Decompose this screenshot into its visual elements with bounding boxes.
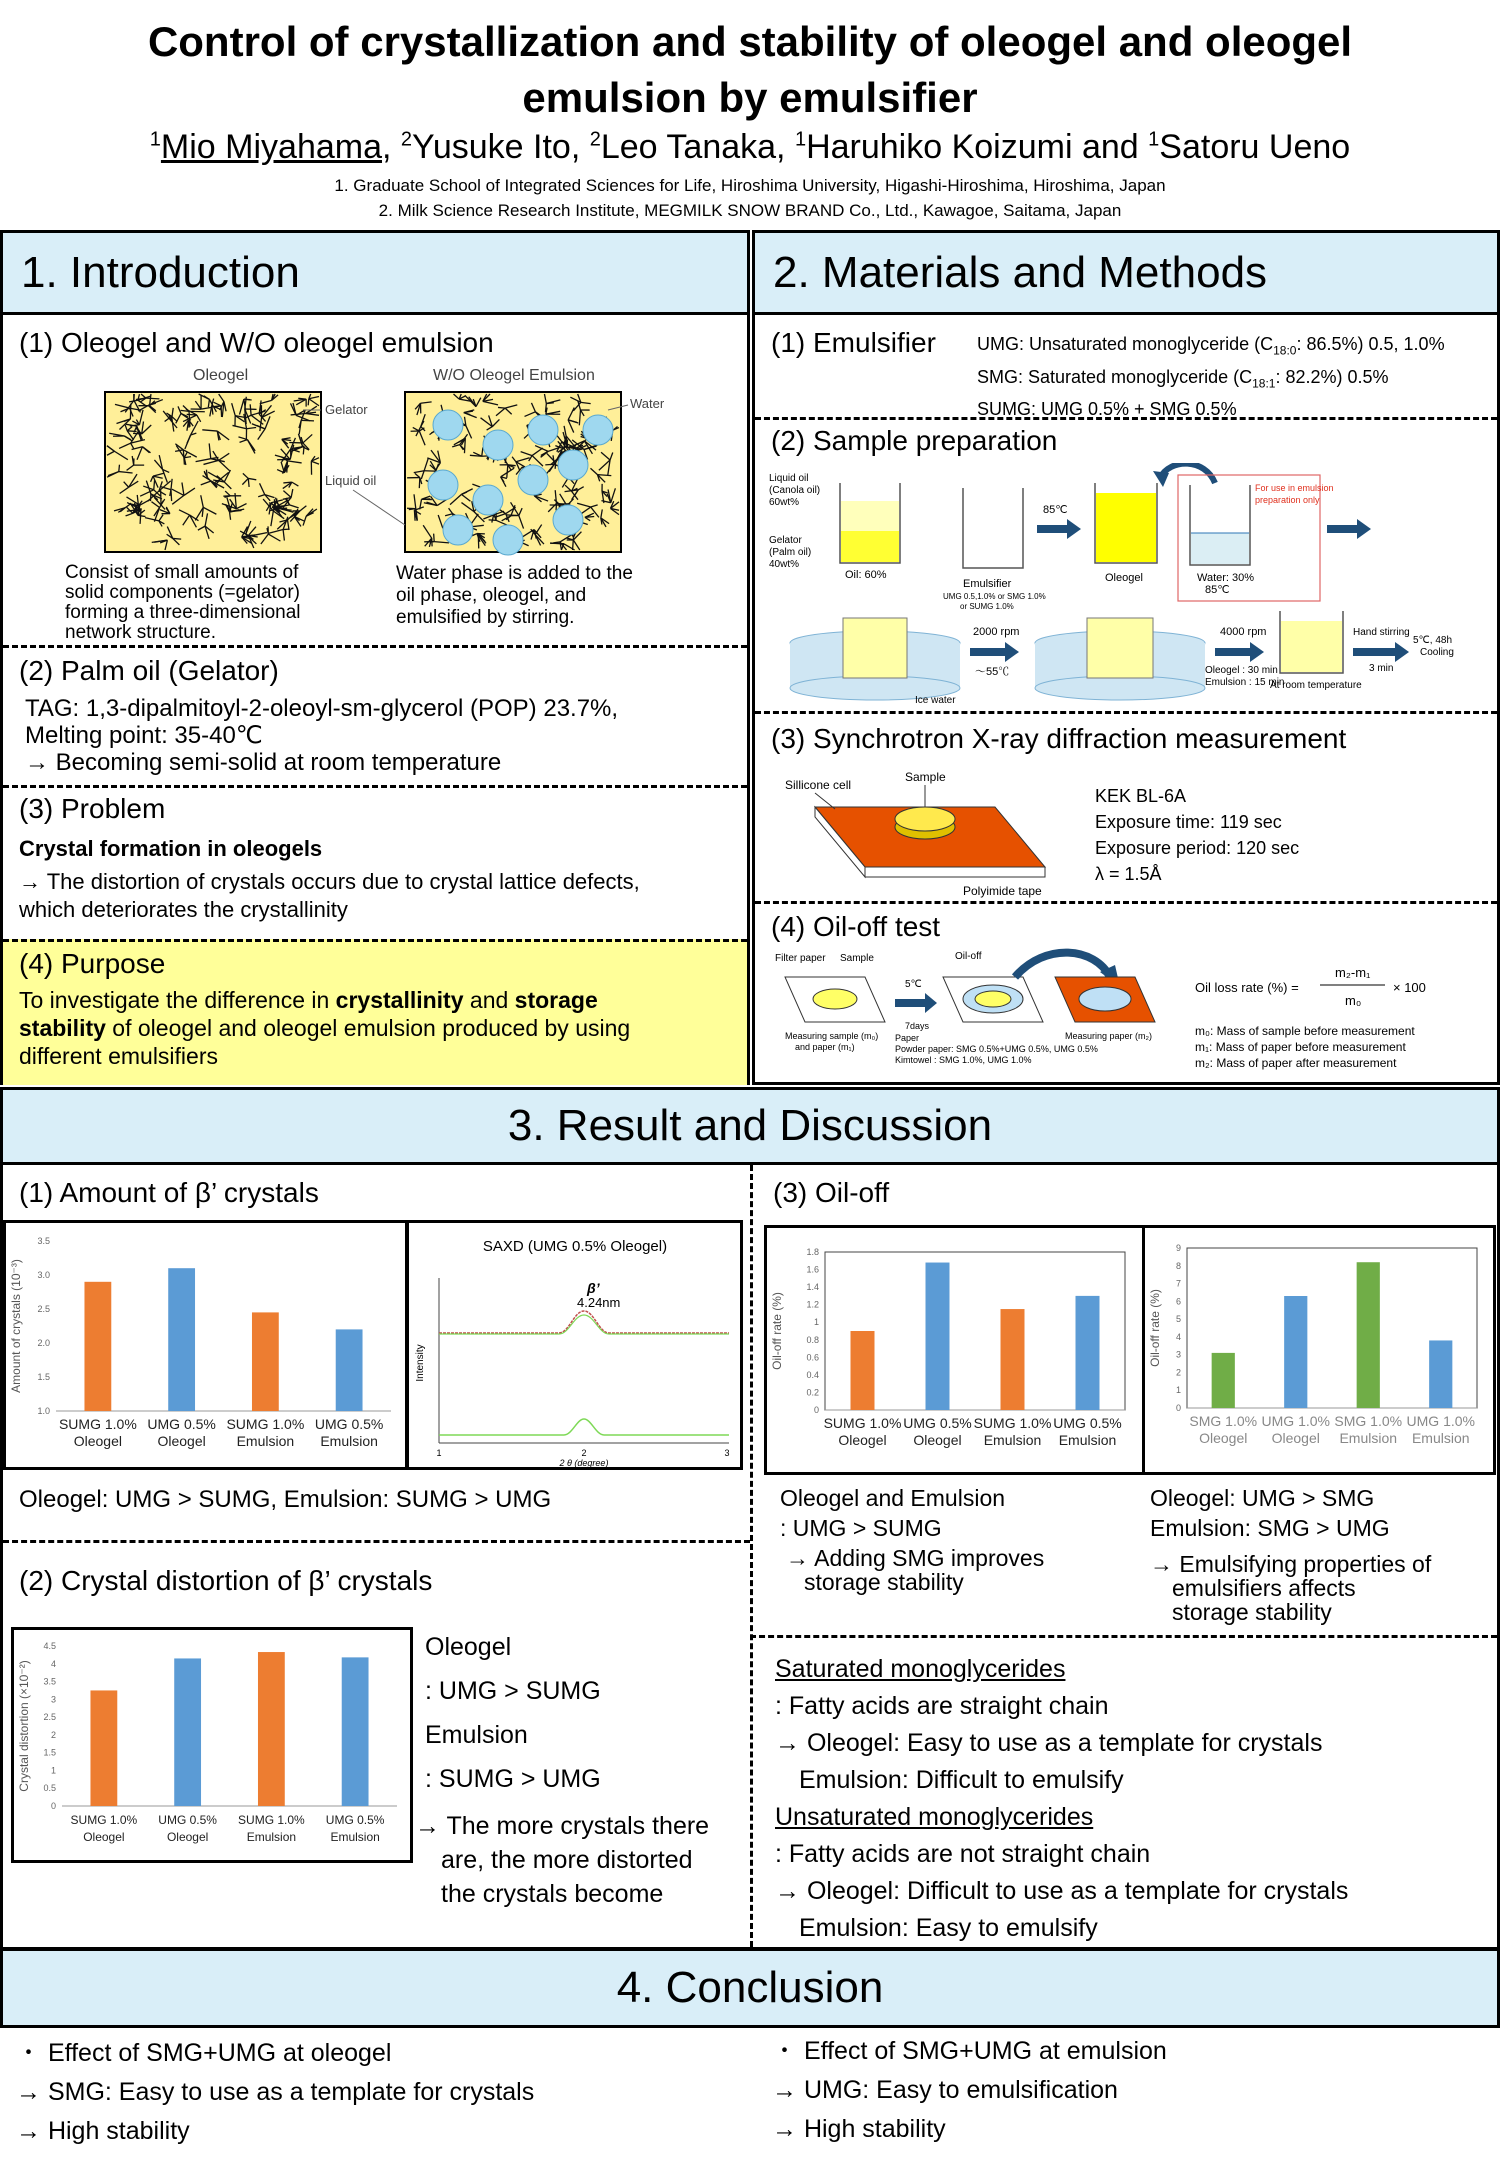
svg-text:5℃, 48h: 5℃, 48h [1413,635,1453,646]
water-droplet [483,430,513,460]
svg-text:Sample: Sample [905,770,946,784]
y-tick-label: 1.8 [806,1247,819,1257]
conclusion-left: ・ Effect of SMG+UMG at oleogel → SMG: Easy to use as a template for crystals → High stability [16,2039,535,2145]
y-tick-label: 9 [1175,1243,1181,1253]
svg-text:3: 3 [724,1448,730,1458]
intro-s4-title: (4) Purpose [19,948,166,979]
results-s3-title: (3) Oil-off [773,1177,890,1208]
svg-text:Intensity: Intensity [415,1344,426,1382]
category-label: UMG 0.5% [147,1416,216,1432]
y-tick-label: 4 [1175,1331,1181,1342]
svg-text:Emulsion : 15 min: Emulsion : 15 min [1205,677,1285,688]
category-label: Emulsion [320,1433,378,1449]
y-tick-label: 1.5 [37,1372,50,1382]
y-tick-label: 1.4 [806,1282,819,1293]
methods-s4-title: (4) Oil-off test [771,911,941,942]
y-tick-label: 0 [813,1405,819,1415]
xrd-cell-diagram [775,767,1095,907]
y-tick-label: 8 [1175,1260,1181,1271]
category-label: Emulsion [236,1433,295,1449]
oleogel-label: Oleogel [193,367,249,384]
bar [851,1331,875,1410]
svg-text:Water: Water [630,396,665,411]
y-tick-label: 4.5 [43,1641,56,1651]
svg-text:(Canola oil): (Canola oil) [769,485,821,496]
results-s1-title: (1) Amount of β’ crystals [19,1177,319,1208]
svg-text:UMG 0.5,1.0% or SMG 1.0%: UMG 0.5,1.0% or SMG 1.0% [943,592,1046,601]
water-droplet [558,450,588,480]
category-label: SUMG 1.0% [58,1416,137,1432]
saxd-chart-box [406,1220,743,1470]
svg-text:5℃: 5℃ [905,979,922,990]
author-list: $^1$Mio Miyahama, $^2$Yusuke Ito, $^2$Leo Tanaka, $^1$Haruhiko Koizumi and $^1$Satoru Ueno [149,128,1351,166]
water-droplet [433,410,463,440]
svg-text:m₁: Mass of paper before measu: m₁: Mass of paper before measurement [1195,1040,1406,1054]
bar [1357,1262,1380,1408]
category-label: UMG 0.5% [325,1813,385,1827]
intro-heading: 1. Introduction [0,230,750,315]
category-label: UMG 0.5% [314,1416,384,1432]
bar [1076,1296,1100,1410]
water-droplet [493,525,523,555]
svg-text:m₀: m₀ [1345,993,1362,1008]
oleogel-desc: Consist of small amounts of solid components (=gelator) forming a three-dimensional network structure. [65,562,301,643]
results-panel [0,1162,1500,1950]
svg-text:and paper (m₁): and paper (m₁) [795,1042,855,1052]
svg-text:Oleogel : 30 min: Oleogel : 30 min [1205,665,1278,676]
svg-text:SAXD (UMG 0.5% Oleogel): SAXD (UMG 0.5% Oleogel) [482,1238,668,1255]
svg-text:m₂: Mass of paper after measur: m₂: Mass of paper after measurement [1195,1056,1397,1070]
y-tick-label: 6 [1175,1296,1181,1307]
y-tick-label: 2.5 [43,1712,56,1723]
svg-text:× 100: × 100 [1393,980,1426,995]
author-name: Satoru Ueno [1159,128,1351,166]
y-axis-label: Oil-off rate (%) [1148,1289,1162,1367]
xrd-params: KEK BL-6A Exposure time: 119 sec Exposure period: 120 sec λ = 1.5Å [1095,786,1300,884]
svg-text:Gelator: Gelator [769,535,802,546]
category-label: Emulsion [246,1830,297,1844]
category-label: SMG 1.0% [1334,1413,1403,1429]
svg-text:For use in emulsion: For use in emulsion [1255,483,1334,493]
monoglyceride-discussion: Saturated monoglycerides : Fatty acids are straight chain → Oleogel: Easy to use as a template for crystals Emulsion: Difficult to emulsify Unsaturated monoglycerides : Fatty acids are not straight chain → Oleogel: Difficult to use as a template for crystals Emulsion: Easy to emulsify [775,1655,1349,1942]
svg-text:1: 1 [436,1448,442,1458]
oil-off-chart-smg [1145,1228,1493,1473]
emulsifier-list: UMG: Unsaturated monoglyceride ($C_{18:0}$: 86.5%) 0.5, 1.0% SMG: Saturated monoglyceride ($C_{18:1}$: 82.2%) 0.5% SUMG: UMG 0.5% + SMG 0.5% [977,334,1445,420]
distortion-text: Oleogel : UMG > SUMG Emulsion : SUMG > UMG [425,1633,601,1793]
emulsion-label: W/O Oleogel Emulsion [433,367,595,384]
results-heading: 3. Result and Discussion [0,1087,1500,1165]
svg-text:Gelator: Gelator [325,402,368,417]
affiliation-2: 2. Milk Science Research Institute, MEGMILK SNOW BRAND Co., Ltd., Kawagoe, Saitama, Japan [378,201,1122,220]
svg-text:Water: 30%: Water: 30% [1197,572,1255,584]
crystal-amount-conclusion: Oleogel: UMG > SUMG, Emulsion: SUMG > UMG [19,1486,552,1513]
sample-prep-diagram [765,463,1495,703]
svg-text:Paper: Paper [895,1033,920,1043]
svg-text:Oleogel: Oleogel [1105,572,1143,584]
category-label: UMG 0.5% [1053,1415,1122,1431]
svg-text:Polyimide tape: Polyimide tape [963,884,1042,898]
svg-text:Oil: 60%: Oil: 60% [845,569,887,581]
y-tick-label: 2 [1175,1367,1181,1378]
y-tick-label: 1 [813,1317,819,1328]
category-label: UMG 0.5% [158,1813,217,1827]
oiloff-chart-1-box [764,1225,1145,1475]
y-tick-label: 3.5 [37,1236,50,1246]
water-droplet [583,415,613,445]
svg-text:40wt%: 40wt% [769,559,800,570]
oil-off-diagram [765,947,1495,1087]
category-label: SUMG 1.0% [238,1813,305,1827]
svg-text:Measuring paper (m₂): Measuring paper (m₂) [1065,1031,1153,1041]
y-tick-label: 1 [1175,1385,1181,1396]
y-tick-label: 2.0 [37,1338,50,1348]
bar [252,1312,279,1411]
y-tick-label: 2.5 [37,1304,50,1314]
svg-text:3 min: 3 min [1369,663,1394,674]
svg-text:Oil-off: Oil-off [955,951,982,962]
bar [168,1268,195,1411]
intro-s2-title: (2) Palm oil (Gelator) [19,655,279,686]
svg-text:β’: β’ [587,1280,600,1296]
intro-s3-title: (3) Problem [19,793,166,824]
methods-s2-title: (2) Sample preparation [771,425,1058,456]
category-label: Emulsion [983,1432,1042,1448]
svg-text:Oil loss rate (%) =: Oil loss rate (%) = [1195,980,1299,995]
water-droplet [518,465,548,495]
svg-text:Measuring sample (m₀): Measuring sample (m₀) [785,1031,879,1041]
category-label: Oleogel [157,1433,206,1449]
y-tick-label: 0.5 [43,1783,56,1794]
svg-text:60wt%: 60wt% [769,497,800,508]
water-droplet [553,505,583,535]
bar [1001,1309,1025,1410]
bar [1212,1353,1235,1408]
y-tick-label: 3 [50,1694,56,1705]
y-tick-label: 3.0 [37,1270,50,1280]
svg-text:m₀: Mass of sample before meas: m₀: Mass of sample before measurement [1195,1024,1415,1038]
problem-text: → The distortion of crystals occurs due to crystal lattice defects, which deteriorates the crystallinity [19,869,640,922]
y-tick-label: 0.2 [806,1387,819,1398]
svg-text:Hand stirring: Hand stirring [1353,627,1410,638]
oleogel-diagram [103,390,743,560]
purpose-box [3,939,747,1085]
author-name: Leo Tanaka [600,128,777,166]
category-label: SUMG 1.0% [823,1415,902,1431]
y-tick-label: 1.2 [806,1299,819,1310]
saxd-chart [409,1223,741,1468]
y-axis-label: Amount of crystals (10⁻³) [9,1259,23,1393]
y-tick-label: 3 [1175,1349,1181,1360]
crystal-amount-chart-box [3,1220,408,1470]
distortion-chart-box [11,1627,413,1863]
author-name: Haruhiko Koizumi [806,128,1073,166]
affiliation-1: 1. Graduate School of Integrated Sciences for Life, Hiroshima University, Higashi-Hiroshima, Hiroshima, Japan [334,176,1166,195]
bar [1429,1340,1452,1408]
purpose-text: To investigate the difference in crystallinity and storage stability of oleogel and oleogel emulsion produced by using different emulsifiers [19,987,631,1069]
bar [342,1657,369,1806]
svg-text:85℃: 85℃ [1205,584,1230,596]
oil-off-chart-sumg [767,1228,1143,1473]
category-label: Emulsion [1339,1430,1398,1446]
bar [336,1329,363,1411]
oiloff-right-text: Oleogel: UMG > SMG Emulsion: SMG > UMG → Emulsifying properties of emulsifiers affects storage stability [1150,1485,1432,1625]
bar [90,1690,117,1806]
bar [258,1652,285,1806]
intro-panel [0,312,750,1085]
y-tick-label: 0.6 [806,1352,819,1363]
svg-text:or SUMG 1.0%: or SUMG 1.0% [960,602,1014,611]
category-label: Oleogel [73,1433,123,1449]
svg-text:At room temperature: At room temperature [1270,680,1362,691]
oiloff-left-text: Oleogel and Emulsion : UMG > SUMG → Adding SMG improves storage stability [780,1485,1045,1595]
svg-text:Cooling: Cooling [1420,647,1454,658]
svg-text:85℃: 85℃ [1043,504,1068,516]
svg-text:4000 rpm: 4000 rpm [1220,626,1267,638]
y-tick-label: 0.8 [806,1334,819,1345]
crystal-amount-chart [6,1223,406,1468]
y-axis-label: Crystal distortion (×10⁻²) [17,1660,31,1792]
crystal-distortion-chart [14,1630,410,1860]
y-tick-label: 1.6 [806,1264,819,1275]
svg-text:preparation only: preparation only [1255,495,1320,505]
svg-text:Filter paper: Filter paper [775,953,826,964]
y-tick-label: 3.5 [43,1676,56,1687]
bar [1284,1296,1307,1408]
category-label: Oleogel [838,1432,887,1448]
svg-text:Powder paper: SMG 0.5%+UMG 0.5: Powder paper: SMG 0.5%+UMG 0.5%, UMG 0.5% [895,1044,1098,1054]
problem-bold: Crystal formation in oleogels [19,836,323,861]
category-label: Oleogel [83,1830,125,1844]
category-label: SUMG 1.0% [973,1415,1052,1431]
svg-text:7days: 7days [905,1021,930,1031]
svg-text:4.24nm: 4.24nm [577,1295,621,1310]
y-tick-label: 0 [50,1801,56,1811]
methods-panel [752,312,1500,1085]
svg-text:2000 rpm: 2000 rpm [973,626,1020,638]
y-tick-label: 1.0 [37,1406,50,1416]
y-tick-label: 7 [1175,1278,1181,1289]
methods-s3-title: (3) Synchrotron X-ray diffraction measurement [771,723,1347,754]
intro-s1-title: (1) Oleogel and W/O oleogel emulsion [19,327,494,358]
y-tick-label: 1.5 [43,1747,56,1758]
emulsion-desc: Water phase is added to the oil phase, oleogel, and emulsified by stirring. [396,563,633,628]
y-tick-label: 5 [1175,1314,1181,1325]
svg-text:Sample: Sample [840,953,874,964]
y-tick-label: 0.4 [806,1369,819,1380]
bar [926,1263,950,1410]
category-label: Emulsion [330,1830,380,1844]
y-tick-label: 4 [50,1658,56,1669]
water-droplet [428,470,458,500]
distortion-arrow-text: → The more crystals there are, the more distorted the crystals become [415,1812,710,1908]
category-label: Oleogel [913,1432,962,1448]
svg-text:2 θ (degree): 2 θ (degree) [559,1458,609,1468]
svg-text:m₂-m₁: m₂-m₁ [1335,965,1371,980]
category-label: Oleogel [1271,1430,1320,1446]
svg-text:Emulsifier: Emulsifier [963,578,1012,590]
methods-s1-title: (1) Emulsifier [771,327,936,358]
category-label: Emulsion [1411,1430,1470,1446]
category-label: UMG 1.0% [1406,1413,1475,1429]
category-label: SUMG 1.0% [70,1813,138,1827]
poster-title: Control of crystallization and stability of oleogel and oleogel emulsion by emulsifier [147,18,1353,121]
palm-oil-text: TAG: 1,3-dipalmitoyl-2-oleoyl-sm-glycerol (POP) 23.7%, Melting point: 35-40℃ → Becoming semi-solid at room temperature [25,695,619,776]
category-label: Oleogel [1199,1430,1248,1446]
svg-text:Liquid oil: Liquid oil [325,473,377,488]
svg-text:Sillicone cell: Sillicone cell [785,778,852,792]
category-label: SUMG 1.0% [226,1416,305,1432]
y-tick-label: 2 [50,1729,56,1740]
oiloff-chart-2-box [1142,1225,1496,1475]
category-label: UMG 0.5% [903,1415,972,1431]
methods-heading: 2. Materials and Methods [752,230,1500,315]
y-tick-label: 1 [50,1765,56,1776]
svg-text:Kimtowel : SMG 1.0%, UMG 1.0%: Kimtowel : SMG 1.0%, UMG 1.0% [895,1055,1032,1065]
category-label: Emulsion [1058,1432,1117,1448]
svg-text:Ice water: Ice water [915,695,956,703]
water-droplet [473,485,503,515]
water-droplet [528,415,558,445]
author-name: Yusuke Ito [412,128,571,166]
results-s2-title: (2) Crystal distortion of β’ crystals [19,1565,433,1596]
y-tick-label: 0 [1175,1403,1181,1413]
conclusion-heading: 4. Conclusion [0,1948,1500,2028]
svg-text:～55℃: ～55℃ [975,666,1010,678]
bar [174,1658,201,1806]
conclusion-right: ・ Effect of SMG+UMG at emulsion → UMG: Easy to emulsification → High stability [772,2037,1167,2143]
y-axis-label: Oil-off rate (%) [770,1292,784,1370]
category-label: UMG 1.0% [1261,1413,1330,1429]
svg-text:(Palm oil): (Palm oil) [769,547,812,558]
author-name: Mio Miyahama [160,128,382,166]
category-label: SMG 1.0% [1189,1413,1258,1429]
bar [84,1282,111,1411]
svg-text:2: 2 [581,1448,587,1458]
water-droplet [443,515,473,545]
conclusion-panel [0,2028,1500,2167]
svg-text:Liquid oil: Liquid oil [769,473,809,484]
category-label: Oleogel [166,1830,209,1844]
